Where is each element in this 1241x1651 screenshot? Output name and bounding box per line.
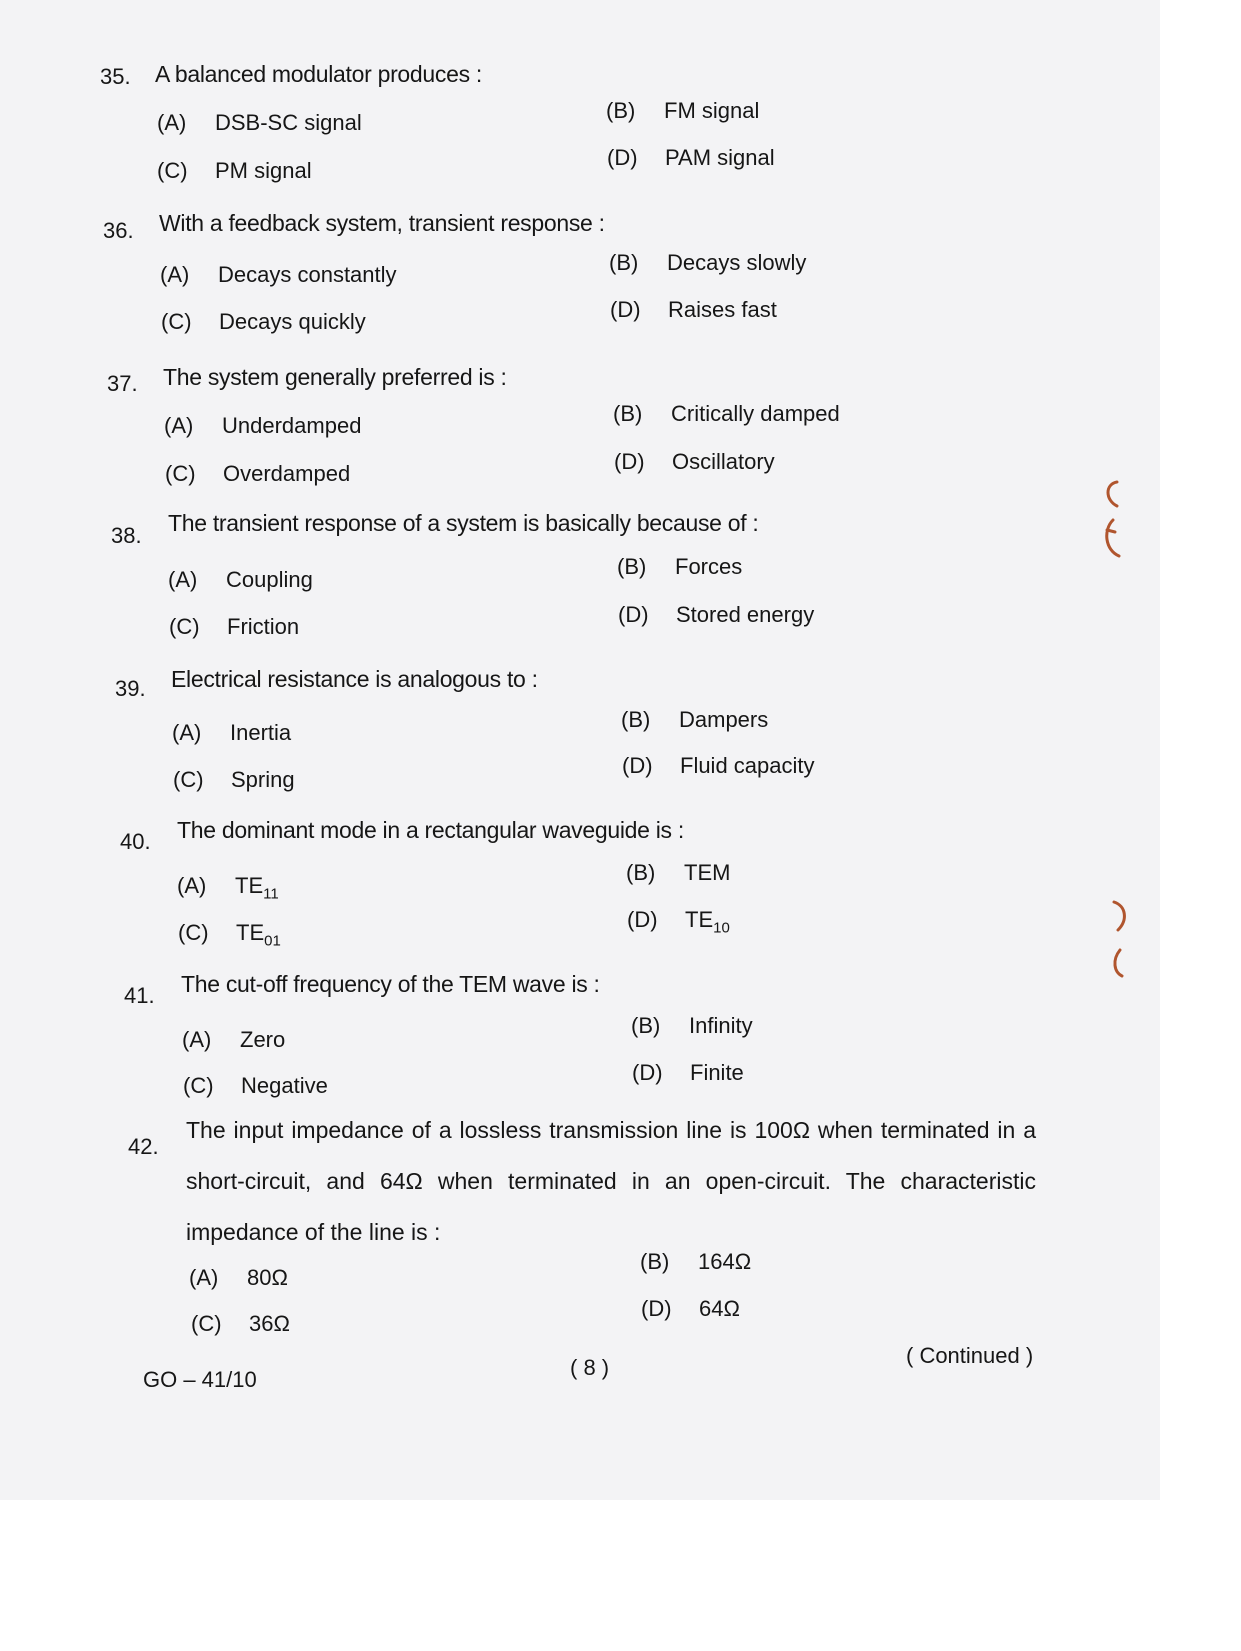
option-d: (D) Stored energy bbox=[618, 602, 815, 627]
option-c: (C) 36Ω bbox=[191, 1311, 290, 1336]
question-number: 37. bbox=[107, 371, 138, 396]
option-d: (D) PAM signal bbox=[607, 145, 775, 170]
question-text: The cut-off frequency of the TEM wave is : bbox=[181, 971, 600, 997]
question-text: The system generally preferred is : bbox=[163, 364, 507, 390]
option-a: (A) 80Ω bbox=[189, 1265, 288, 1290]
option-b: (B) FM signal bbox=[606, 98, 760, 123]
question-number: 35. bbox=[100, 64, 131, 89]
option-a: (A) Coupling bbox=[168, 567, 313, 592]
question-text: Electrical resistance is analogous to : bbox=[171, 666, 538, 692]
option-c: (C) Spring bbox=[173, 767, 295, 792]
option-d: (D) 64Ω bbox=[641, 1296, 740, 1321]
question-text: With a feedback system, transient response : bbox=[159, 210, 605, 236]
question-number: 38. bbox=[111, 523, 142, 548]
option-c: (C) Decays quickly bbox=[161, 309, 366, 334]
question-number: 41. bbox=[124, 983, 155, 1008]
question-text: The dominant mode in a rectangular waveguide is : bbox=[177, 817, 684, 843]
question-text: The input impedance of a lossless transmission line is 100Ω when terminated in a short-circuit, and 64Ω when terminated in an open-circuit. The characteristic impedance of the line is : bbox=[186, 1117, 1036, 1245]
continued-note: ( Continued ) bbox=[906, 1343, 1034, 1368]
option-a: (A) Decays constantly bbox=[160, 262, 397, 287]
question-number: 39. bbox=[115, 676, 146, 701]
paper-code: GO – 41/10 bbox=[143, 1367, 257, 1392]
option-c: (C) Negative bbox=[183, 1073, 328, 1098]
option-d: (D) Finite bbox=[632, 1060, 744, 1085]
page-number: ( 8 ) bbox=[570, 1355, 610, 1380]
option-b: (B) TEM bbox=[626, 860, 731, 885]
pen-mark bbox=[1100, 890, 1140, 990]
question-number: 42. bbox=[128, 1134, 159, 1159]
option-d: (D) Fluid capacity bbox=[622, 753, 815, 778]
option-a: (A) Underdamped bbox=[164, 413, 362, 438]
option-c: (C) Overdamped bbox=[165, 461, 351, 486]
option-c: (C) PM signal bbox=[157, 158, 312, 183]
question-text: The transient response of a system is basically because of : bbox=[168, 510, 759, 536]
option-d: (D) Raises fast bbox=[610, 297, 777, 322]
option-a: (A) DSB-SC signal bbox=[157, 110, 362, 135]
option-b: (B) Dampers bbox=[621, 707, 769, 732]
option-b: (B) 164Ω bbox=[640, 1249, 752, 1274]
option-b: (B) Infinity bbox=[631, 1013, 753, 1038]
question-number: 40. bbox=[120, 829, 151, 854]
option-d: (D) $TE_{10}$ bbox=[627, 907, 730, 937]
option-a: (A) Inertia bbox=[172, 720, 292, 745]
option-c: (C) Friction bbox=[169, 614, 300, 639]
option-c: (C) $TE_{01}$ bbox=[178, 920, 281, 950]
option-b: (B) Decays slowly bbox=[609, 250, 807, 275]
option-a: (A) $TE_{11}$ bbox=[177, 873, 279, 903]
option-a: (A) Zero bbox=[182, 1027, 286, 1052]
option-b: (B) Forces bbox=[617, 554, 743, 579]
option-b: (B) Critically damped bbox=[613, 401, 840, 426]
pen-mark bbox=[1095, 470, 1135, 580]
question-text: A balanced modulator produces : bbox=[155, 61, 482, 87]
question-number: 36. bbox=[103, 218, 134, 243]
option-d: (D) Oscillatory bbox=[614, 449, 775, 474]
